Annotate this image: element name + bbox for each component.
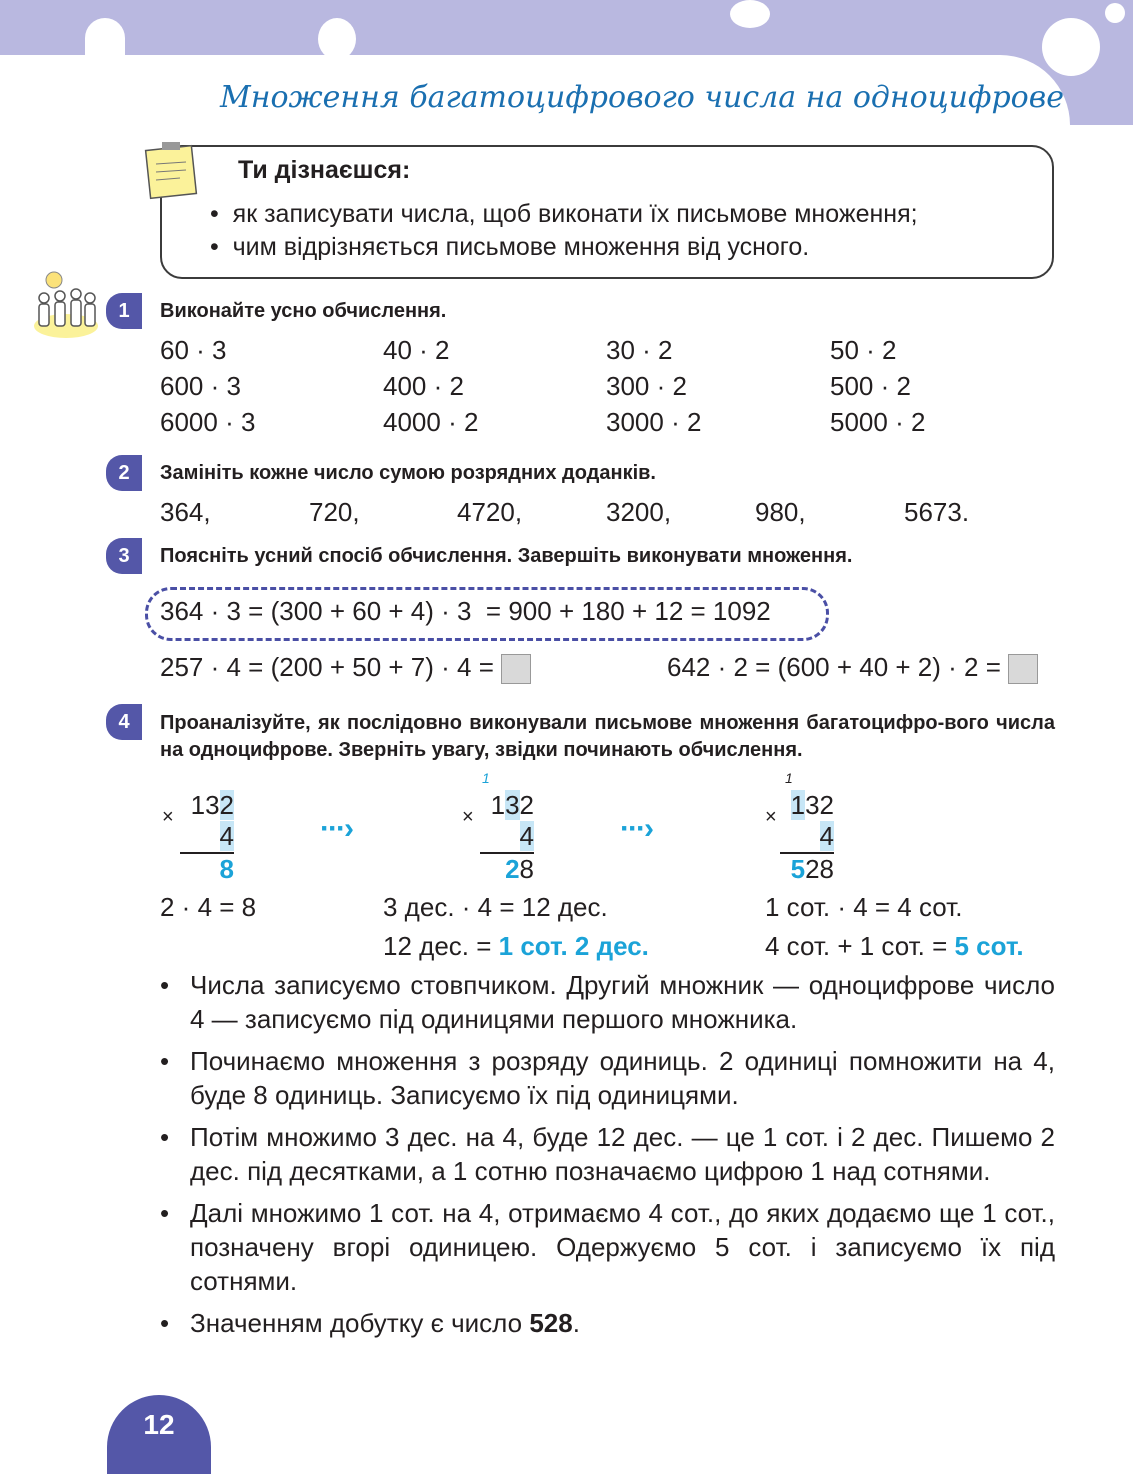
step-note: 4 сот. + 1 сот. = 5 сот. <box>765 931 1024 961</box>
learn-item: • чим відрізняється письмове множення від усного. <box>210 233 810 261</box>
answer-box[interactable] <box>1008 654 1038 684</box>
number-item: 4720, <box>457 497 523 527</box>
expression: 600 · 3 <box>160 371 241 401</box>
list-item: • Починаємо множення з розряду одиниць. 2 одиниці помножити на 4, буде 8 одиниць. Записуємо їх під одиницями. <box>160 1044 1055 1112</box>
list-item: • Потім множимо 3 дес. на 4, буде 12 дес. — це 1 сот. і 2 дес. Пишемо 2 дес. під десятками, а 1 сотню позначаємо цифрою 1 над сотнями. <box>160 1120 1055 1188</box>
number-item: 364, <box>160 497 211 527</box>
number-item: 720, <box>309 497 360 527</box>
page-title: Множення багатоцифрового числа на одноцифрове <box>220 80 1064 115</box>
task-number-badge: 2 <box>106 455 142 491</box>
number-item: 3200, <box>606 497 672 527</box>
decor-bubble <box>1042 18 1100 76</box>
number-item: 5673. <box>904 497 970 527</box>
example-expression: 364 · 3 = (300 + 60 + 4) · 3 = 900 + 180 + 12 = 1092 <box>160 596 771 626</box>
dotted-arrow-icon: ···› <box>620 812 652 845</box>
task-instruction: Виконайте усно обчислення. <box>160 300 447 322</box>
decor-bubble <box>85 18 125 78</box>
carry-digit: 1 <box>785 770 793 786</box>
answer-box[interactable] <box>501 654 531 684</box>
step-note: 12 дес. = 1 сот. 2 дес. <box>383 931 649 961</box>
column-multiplication-2: 132 4 28 <box>480 790 534 885</box>
dotted-arrow-icon: ···› <box>320 812 352 845</box>
expression: 4000 · 2 <box>383 407 479 437</box>
expression: 400 · 2 <box>383 371 464 401</box>
list-item: • Значенням добутку є число 528. <box>160 1306 1055 1340</box>
times-sign: × <box>765 806 777 828</box>
task-number-badge: 3 <box>106 538 142 574</box>
expression: 30 · 2 <box>606 335 673 365</box>
task-instruction: Проаналізуйте, як послідовно виконували письмове множення багатоцифро-вого числа на одноцифрове. Зверніть увагу, звідки починають обчислення. <box>160 712 1055 761</box>
column-multiplication-1: 132 4 8 <box>180 790 234 885</box>
expression: 500 · 2 <box>830 371 911 401</box>
expression: 50 · 2 <box>830 335 897 365</box>
exercise: 257 · 4 = (200 + 50 + 7) · 4 = <box>160 652 531 684</box>
learn-heading: Ти дізнаєшся: <box>238 156 411 184</box>
step-note: 2 · 4 = 8 <box>160 892 257 922</box>
task-instruction: Поясніть усний спосіб обчислення. Завершіть виконувати множення. <box>160 545 853 567</box>
explanation-list <box>160 968 1055 1348</box>
decor-bubble <box>1105 3 1125 23</box>
column-multiplication-3: 132 4 528 <box>780 790 834 885</box>
number-item: 980, <box>755 497 806 527</box>
task-instruction: Замініть кожне число сумою розрядних доданків. <box>160 462 656 484</box>
task-number-badge: 1 <box>106 293 142 329</box>
times-sign: × <box>462 806 474 828</box>
list-item: • Далі множимо 1 сот. на 4, отримаємо 4 сот., до яких додаємо ще 1 сот., позначену вгорі одиницею. Одержуємо 5 сот. і записуємо їх під сотнями. <box>160 1196 1055 1298</box>
times-sign: × <box>162 806 174 828</box>
decor-bubble <box>730 0 770 28</box>
expression: 6000 · 3 <box>160 407 256 437</box>
page-number: 12 <box>107 1395 211 1474</box>
header-banner <box>0 0 1133 60</box>
step-note: 3 дес. · 4 = 12 дес. <box>383 892 608 922</box>
carry-digit: 1 <box>482 770 490 786</box>
decor-bubble <box>318 18 356 60</box>
expression: 3000 · 2 <box>606 407 702 437</box>
learn-item: • як записувати числа, щоб виконати їх письмове множення; <box>210 200 918 228</box>
exercise: 642 · 2 = (600 + 40 + 2) · 2 = <box>667 652 1038 684</box>
task-number-badge: 4 <box>106 704 142 740</box>
list-item: • Числа записуємо стовпчиком. Другий множник — одноцифрове число 4 — записуємо під одиницями першого множника. <box>160 968 1055 1036</box>
expression: 40 · 2 <box>383 335 450 365</box>
expression: 60 · 3 <box>160 335 227 365</box>
expression: 300 · 2 <box>606 371 687 401</box>
group-work-icon <box>30 268 102 340</box>
expression: 5000 · 2 <box>830 407 926 437</box>
step-note: 1 сот. · 4 = 4 сот. <box>765 892 963 922</box>
sticky-note-icon <box>140 140 202 202</box>
